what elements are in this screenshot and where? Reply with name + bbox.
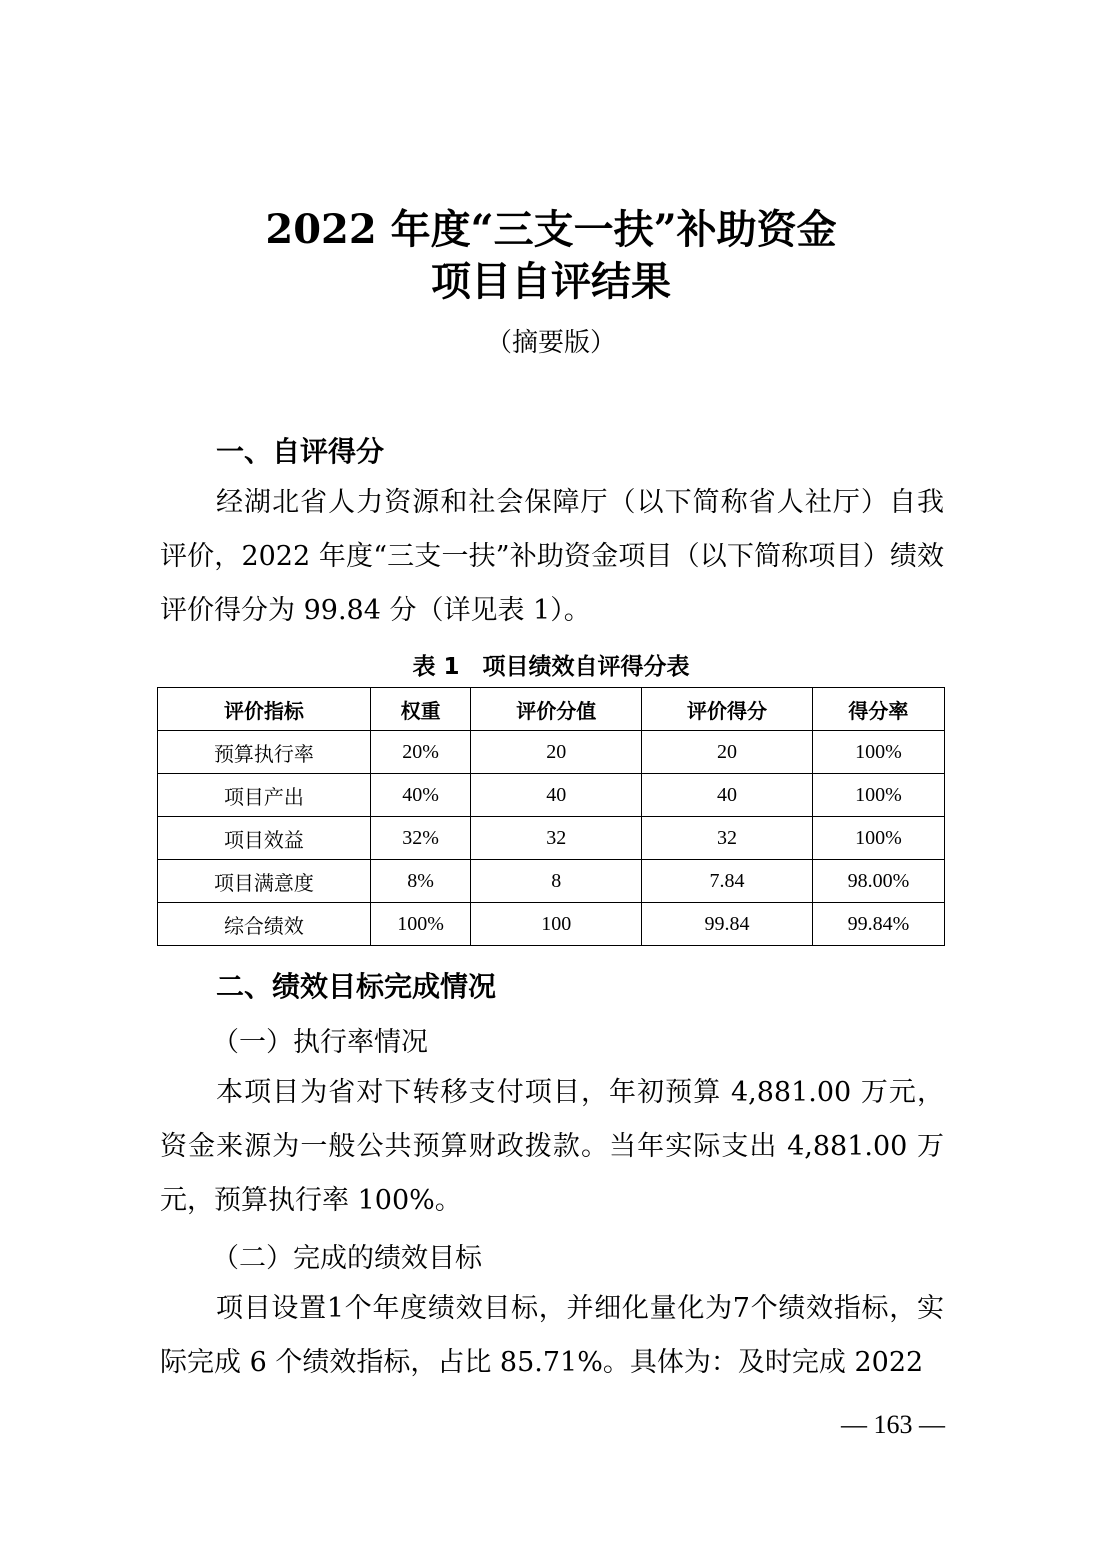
cell: 32% (370, 817, 470, 860)
cell: 综合绩效 (158, 903, 371, 946)
header-score: 评价得分 (642, 688, 813, 731)
cell: 100 (471, 903, 642, 946)
cell: 预算执行率 (158, 731, 371, 774)
cell: 100% (812, 774, 944, 817)
cell: 项目满意度 (158, 860, 371, 903)
document-title-line1: 2022 年度“三支一扶”补助资金 (265, 206, 837, 253)
cell: 99.84% (812, 903, 944, 946)
cell: 98.00% (812, 860, 944, 903)
subsection2-paragraph: 项目设置1个年度绩效目标，并细化量化为7个绩效指标，实际完成 6 个绩效指标，占比 85.71%。具体为：及时完成 2022 (160, 1293, 944, 1378)
section1-paragraph: 经湖北省人力资源和社会保障厅（以下简称省人社厅）自我评价，2022 年度“三支一扶”补助资金项目（以下简称项目）绩效评价得分为 99.84 分（详见表 1）。 (160, 487, 944, 626)
cell: 8 (471, 860, 642, 903)
table-header-row (158, 688, 945, 731)
header-weight: 权重 (370, 688, 470, 731)
table-row (158, 860, 945, 903)
table-caption: 表 1 项目绩效自评得分表 (412, 654, 690, 680)
cell: 20 (642, 731, 813, 774)
header-score-value: 评价分值 (471, 688, 642, 731)
cell: 40 (642, 774, 813, 817)
table-row (158, 774, 945, 817)
cell: 项目效益 (158, 817, 371, 860)
section2-heading: 二、绩效目标完成情况 (216, 970, 497, 1003)
cell: 32 (642, 817, 813, 860)
cell: 20% (370, 731, 470, 774)
subsection2-heading: （二）完成的绩效目标 (212, 1243, 482, 1274)
table-row (158, 731, 945, 774)
cell: 40% (370, 774, 470, 817)
document-subtitle: （摘要版） (485, 328, 616, 358)
document-title-line2: 项目自评结果 (431, 258, 671, 305)
page-number: — 163 — (841, 1410, 945, 1439)
cell: 20 (471, 731, 642, 774)
subsection1-paragraph: 本项目为省对下转移支付项目，年初预算 4,881.00 万元，资金来源为一般公共预算财政拨款。当年实际支出 4,881.00 万元，预算执行率 100%。 (160, 1077, 944, 1216)
table-row (158, 903, 945, 946)
cell: 99.84 (642, 903, 813, 946)
cell: 100% (370, 903, 470, 946)
header-indicator: 评价指标 (158, 688, 371, 731)
table-row (158, 817, 945, 860)
score-table (157, 687, 945, 946)
section1-heading: 一、自评得分 (216, 435, 385, 468)
cell: 项目产出 (158, 774, 371, 817)
cell: 7.84 (642, 860, 813, 903)
subsection1-heading: （一）执行率情况 (212, 1027, 428, 1058)
cell: 40 (471, 774, 642, 817)
cell: 8% (370, 860, 470, 903)
cell: 100% (812, 731, 944, 774)
cell: 100% (812, 817, 944, 860)
header-score-rate: 得分率 (812, 688, 944, 731)
cell: 32 (471, 817, 642, 860)
